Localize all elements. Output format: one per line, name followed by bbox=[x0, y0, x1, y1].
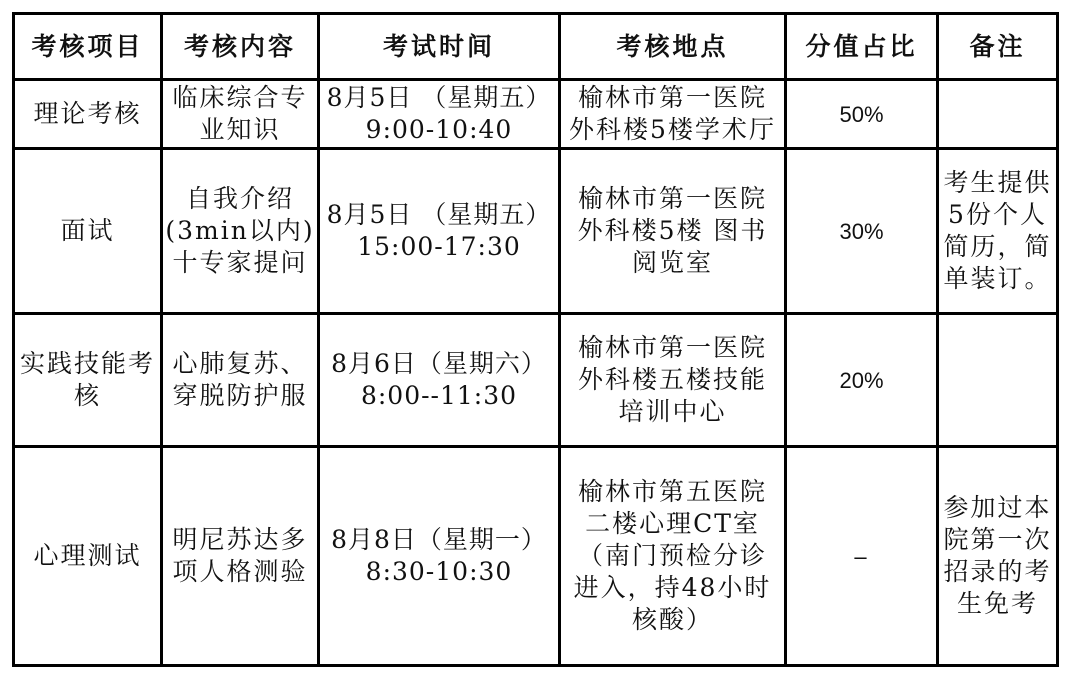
place-line: （南门预检分诊 bbox=[577, 541, 767, 570]
exam-schedule-table bbox=[12, 12, 1059, 667]
content-cell bbox=[162, 80, 319, 149]
item-line: 核 bbox=[73, 381, 101, 410]
note-line: 院第一次 bbox=[943, 525, 1052, 554]
header-cell: 考核地点 bbox=[560, 14, 786, 80]
content-line: 临床综合专 bbox=[172, 83, 308, 112]
ratio-value: 50% bbox=[839, 101, 884, 127]
table-row bbox=[14, 447, 1058, 666]
place-line: 榆林市第一医院 bbox=[577, 333, 767, 362]
content-line: 业知识 bbox=[199, 115, 281, 144]
content-line: 项人格测验 bbox=[172, 557, 308, 586]
place-line: 二楼心理CT室 bbox=[585, 509, 760, 538]
place-line: 外科楼5楼 图书 bbox=[577, 216, 768, 245]
time-date: 8月6日（星期六） bbox=[331, 349, 547, 378]
content-line: (3min以内) bbox=[165, 216, 315, 245]
time-range: 9:00-10:40 bbox=[365, 115, 513, 144]
note-line: 招录的考 bbox=[943, 557, 1052, 586]
content-line: 十专家提问 bbox=[172, 248, 308, 277]
place-line: 榆林市第五医院 bbox=[577, 477, 767, 506]
place-line: 榆林市第一医院 bbox=[577, 184, 767, 213]
item-line: 面试 bbox=[60, 216, 115, 245]
time-cell bbox=[319, 80, 560, 149]
place-line: 进入，持48小时 bbox=[573, 573, 772, 602]
item-cell bbox=[14, 149, 162, 314]
ratio-value: – bbox=[854, 543, 869, 569]
content-line: 穿脱防护服 bbox=[172, 381, 308, 410]
place-line: 外科楼五楼技能 bbox=[577, 365, 767, 394]
time-date: 8月5日 （星期五） bbox=[326, 83, 552, 112]
content-cell bbox=[162, 447, 319, 666]
ratio-cell bbox=[786, 314, 938, 447]
place-line: 榆林市第一医院 bbox=[577, 83, 767, 112]
ratio-cell bbox=[786, 149, 938, 314]
time-cell bbox=[319, 149, 560, 314]
note-cell bbox=[938, 80, 1058, 149]
place-cell bbox=[560, 447, 786, 666]
header-cell: 考核内容 bbox=[162, 14, 319, 80]
time-date: 8月8日（星期一） bbox=[331, 525, 547, 554]
item-line: 实践技能考 bbox=[19, 349, 155, 378]
header-cell: 考核项目 bbox=[14, 14, 162, 80]
ratio-value: 20% bbox=[839, 367, 884, 393]
note-line: 单装订。 bbox=[943, 264, 1052, 293]
header-cell: 分值占比 bbox=[786, 14, 938, 80]
header-cell: 考试时间 bbox=[319, 14, 560, 80]
time-cell bbox=[319, 447, 560, 666]
item-cell bbox=[14, 314, 162, 447]
note-line: 5份个人 bbox=[948, 200, 1047, 229]
time-range: 8:30-10:30 bbox=[365, 557, 513, 586]
time-cell bbox=[319, 314, 560, 447]
content-cell bbox=[162, 149, 319, 314]
place-line: 阅览室 bbox=[631, 248, 713, 277]
place-line: 培训中心 bbox=[618, 397, 727, 426]
time-date: 8月5日 （星期五） bbox=[326, 200, 552, 229]
ratio-value: 30% bbox=[839, 218, 884, 244]
content-line: 自我介绍 bbox=[185, 184, 294, 213]
note-line: 参加过本 bbox=[943, 493, 1052, 522]
item-cell bbox=[14, 80, 162, 149]
place-line: 外科楼5楼学术厅 bbox=[569, 115, 776, 144]
place-cell bbox=[560, 314, 786, 447]
item-cell bbox=[14, 447, 162, 666]
place-line: 核酸） bbox=[631, 605, 713, 634]
time-range: 15:00-17:30 bbox=[357, 232, 521, 261]
header-cell: 备注 bbox=[938, 14, 1058, 80]
time-range: 8:00--11:30 bbox=[360, 381, 518, 410]
note-cell bbox=[938, 149, 1058, 314]
table-row bbox=[14, 314, 1058, 447]
table-row bbox=[14, 149, 1058, 314]
content-cell bbox=[162, 314, 319, 447]
note-cell bbox=[938, 447, 1058, 666]
note-line: 简历，简 bbox=[943, 232, 1052, 261]
header-row bbox=[14, 14, 1058, 80]
table-row bbox=[14, 80, 1058, 149]
ratio-cell bbox=[786, 80, 938, 149]
note-line: 考生提供 bbox=[943, 168, 1052, 197]
place-cell bbox=[560, 149, 786, 314]
content-line: 明尼苏达多 bbox=[172, 525, 308, 554]
note-cell bbox=[938, 314, 1058, 447]
item-line: 心理测试 bbox=[33, 541, 142, 570]
item-line: 理论考核 bbox=[33, 99, 142, 128]
note-line: 生免考 bbox=[956, 589, 1038, 618]
content-line: 心肺复苏、 bbox=[172, 349, 308, 378]
place-cell bbox=[560, 80, 786, 149]
ratio-cell bbox=[786, 447, 938, 666]
